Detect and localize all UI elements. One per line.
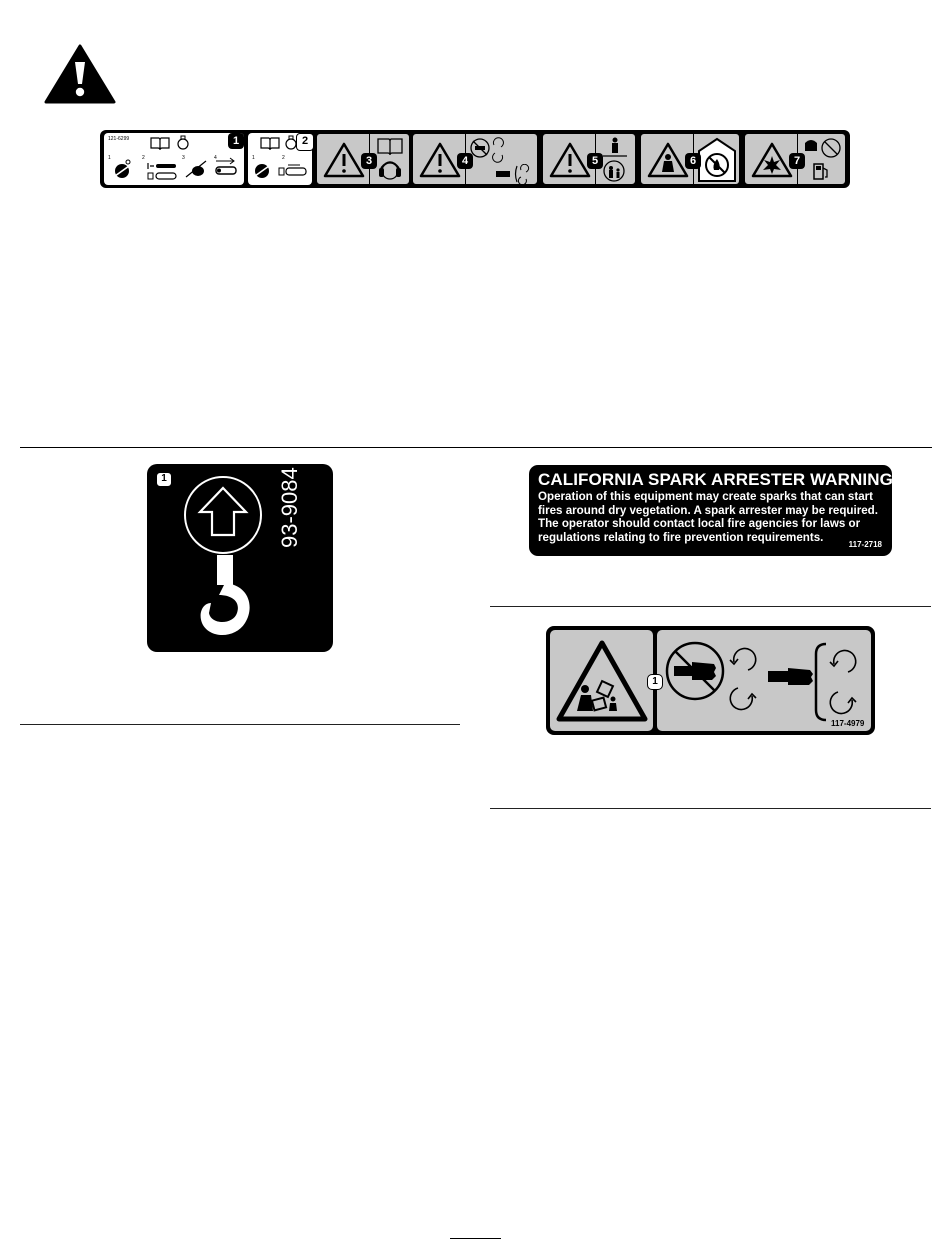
step-2: 2	[282, 155, 285, 161]
decal-panel-2	[248, 133, 312, 185]
spark-arrester-decal	[529, 465, 892, 556]
step-2: 2	[142, 155, 145, 161]
rotation-icon	[491, 137, 505, 163]
explosion-warning-icon	[751, 142, 793, 178]
warning-triangle-icon	[323, 142, 365, 178]
panel-number-1: 1	[228, 133, 244, 149]
decal-panel-4	[412, 133, 538, 185]
hand-icon	[495, 164, 535, 184]
lift-hook-icon	[195, 555, 255, 640]
entanglement-warning-icon	[555, 639, 649, 723]
panel-number-2: 2	[296, 133, 314, 151]
fuel-pump-icon	[811, 161, 831, 181]
callout-number: 1	[156, 472, 172, 487]
section-divider	[20, 724, 460, 725]
decal-strip	[100, 130, 850, 188]
person-icon	[657, 152, 679, 174]
hand-icon	[766, 664, 818, 690]
part-number: 117-4979	[831, 719, 865, 728]
hearing-protection-icon	[377, 158, 403, 182]
decal-text-line: fires around dry vegetation. A spark arrester may be required.	[538, 503, 878, 517]
no-hands-icon	[664, 640, 726, 702]
section-divider	[20, 447, 932, 448]
entanglement-decal	[546, 626, 875, 735]
panel-number-7: 7	[789, 153, 805, 169]
callout-number: 1	[647, 674, 663, 690]
step-1: 1	[108, 155, 111, 161]
guard-bracket-icon	[814, 640, 864, 724]
decal-text-line: regulations relating to fire prevention requirements.	[538, 530, 824, 544]
thrown-object-icon	[601, 159, 627, 183]
decal-panel-7	[744, 133, 846, 185]
section-divider	[490, 808, 931, 809]
step-4: 4	[214, 155, 217, 161]
decal-part-number: 121-6299	[108, 136, 130, 142]
decal-panel-6	[640, 133, 740, 185]
manual-icon	[150, 136, 170, 150]
bulb-icon	[176, 135, 190, 150]
decal-title: CALIFORNIA SPARK ARRESTER WARNING	[538, 470, 893, 489]
up-arrow-icon	[183, 475, 263, 555]
decal-panel-3	[316, 133, 410, 185]
manual-icon	[377, 137, 403, 155]
panel-number-6: 6	[685, 153, 701, 169]
warning-triangle-icon	[419, 142, 461, 178]
part-number: 93-9084	[277, 467, 302, 548]
no-fire-icon	[697, 137, 737, 183]
panel-number-5: 5	[587, 153, 603, 169]
warning-triangle-icon	[44, 44, 116, 104]
panel-number-4: 4	[457, 153, 473, 169]
step-1: 1	[252, 155, 255, 161]
lift-point-decal	[147, 464, 333, 652]
decal-panel-1	[104, 133, 244, 185]
bystander-icon	[601, 136, 629, 158]
part-number: 117-2718	[848, 540, 882, 549]
choke-icon	[252, 159, 274, 181]
decal-text-line: Operation of this equipment may create sparks that can start	[538, 490, 874, 503]
engine-hot-icon	[801, 137, 843, 159]
warning-triangle-icon	[549, 142, 591, 178]
choke-icon	[112, 159, 134, 181]
throttle-icon	[146, 159, 180, 181]
panel-number-3: 3	[361, 153, 377, 169]
decal-text-line: The operator should contact local fire agencies for laws or	[538, 517, 861, 531]
step-3: 3	[182, 155, 185, 161]
rotation-icon	[728, 644, 758, 714]
throttle-icon	[278, 163, 308, 179]
decal-panel-5	[542, 133, 636, 185]
page-footer-rule	[450, 1238, 501, 1239]
primer-icon	[184, 155, 240, 181]
manual-icon	[260, 136, 280, 150]
section-divider	[490, 606, 931, 607]
